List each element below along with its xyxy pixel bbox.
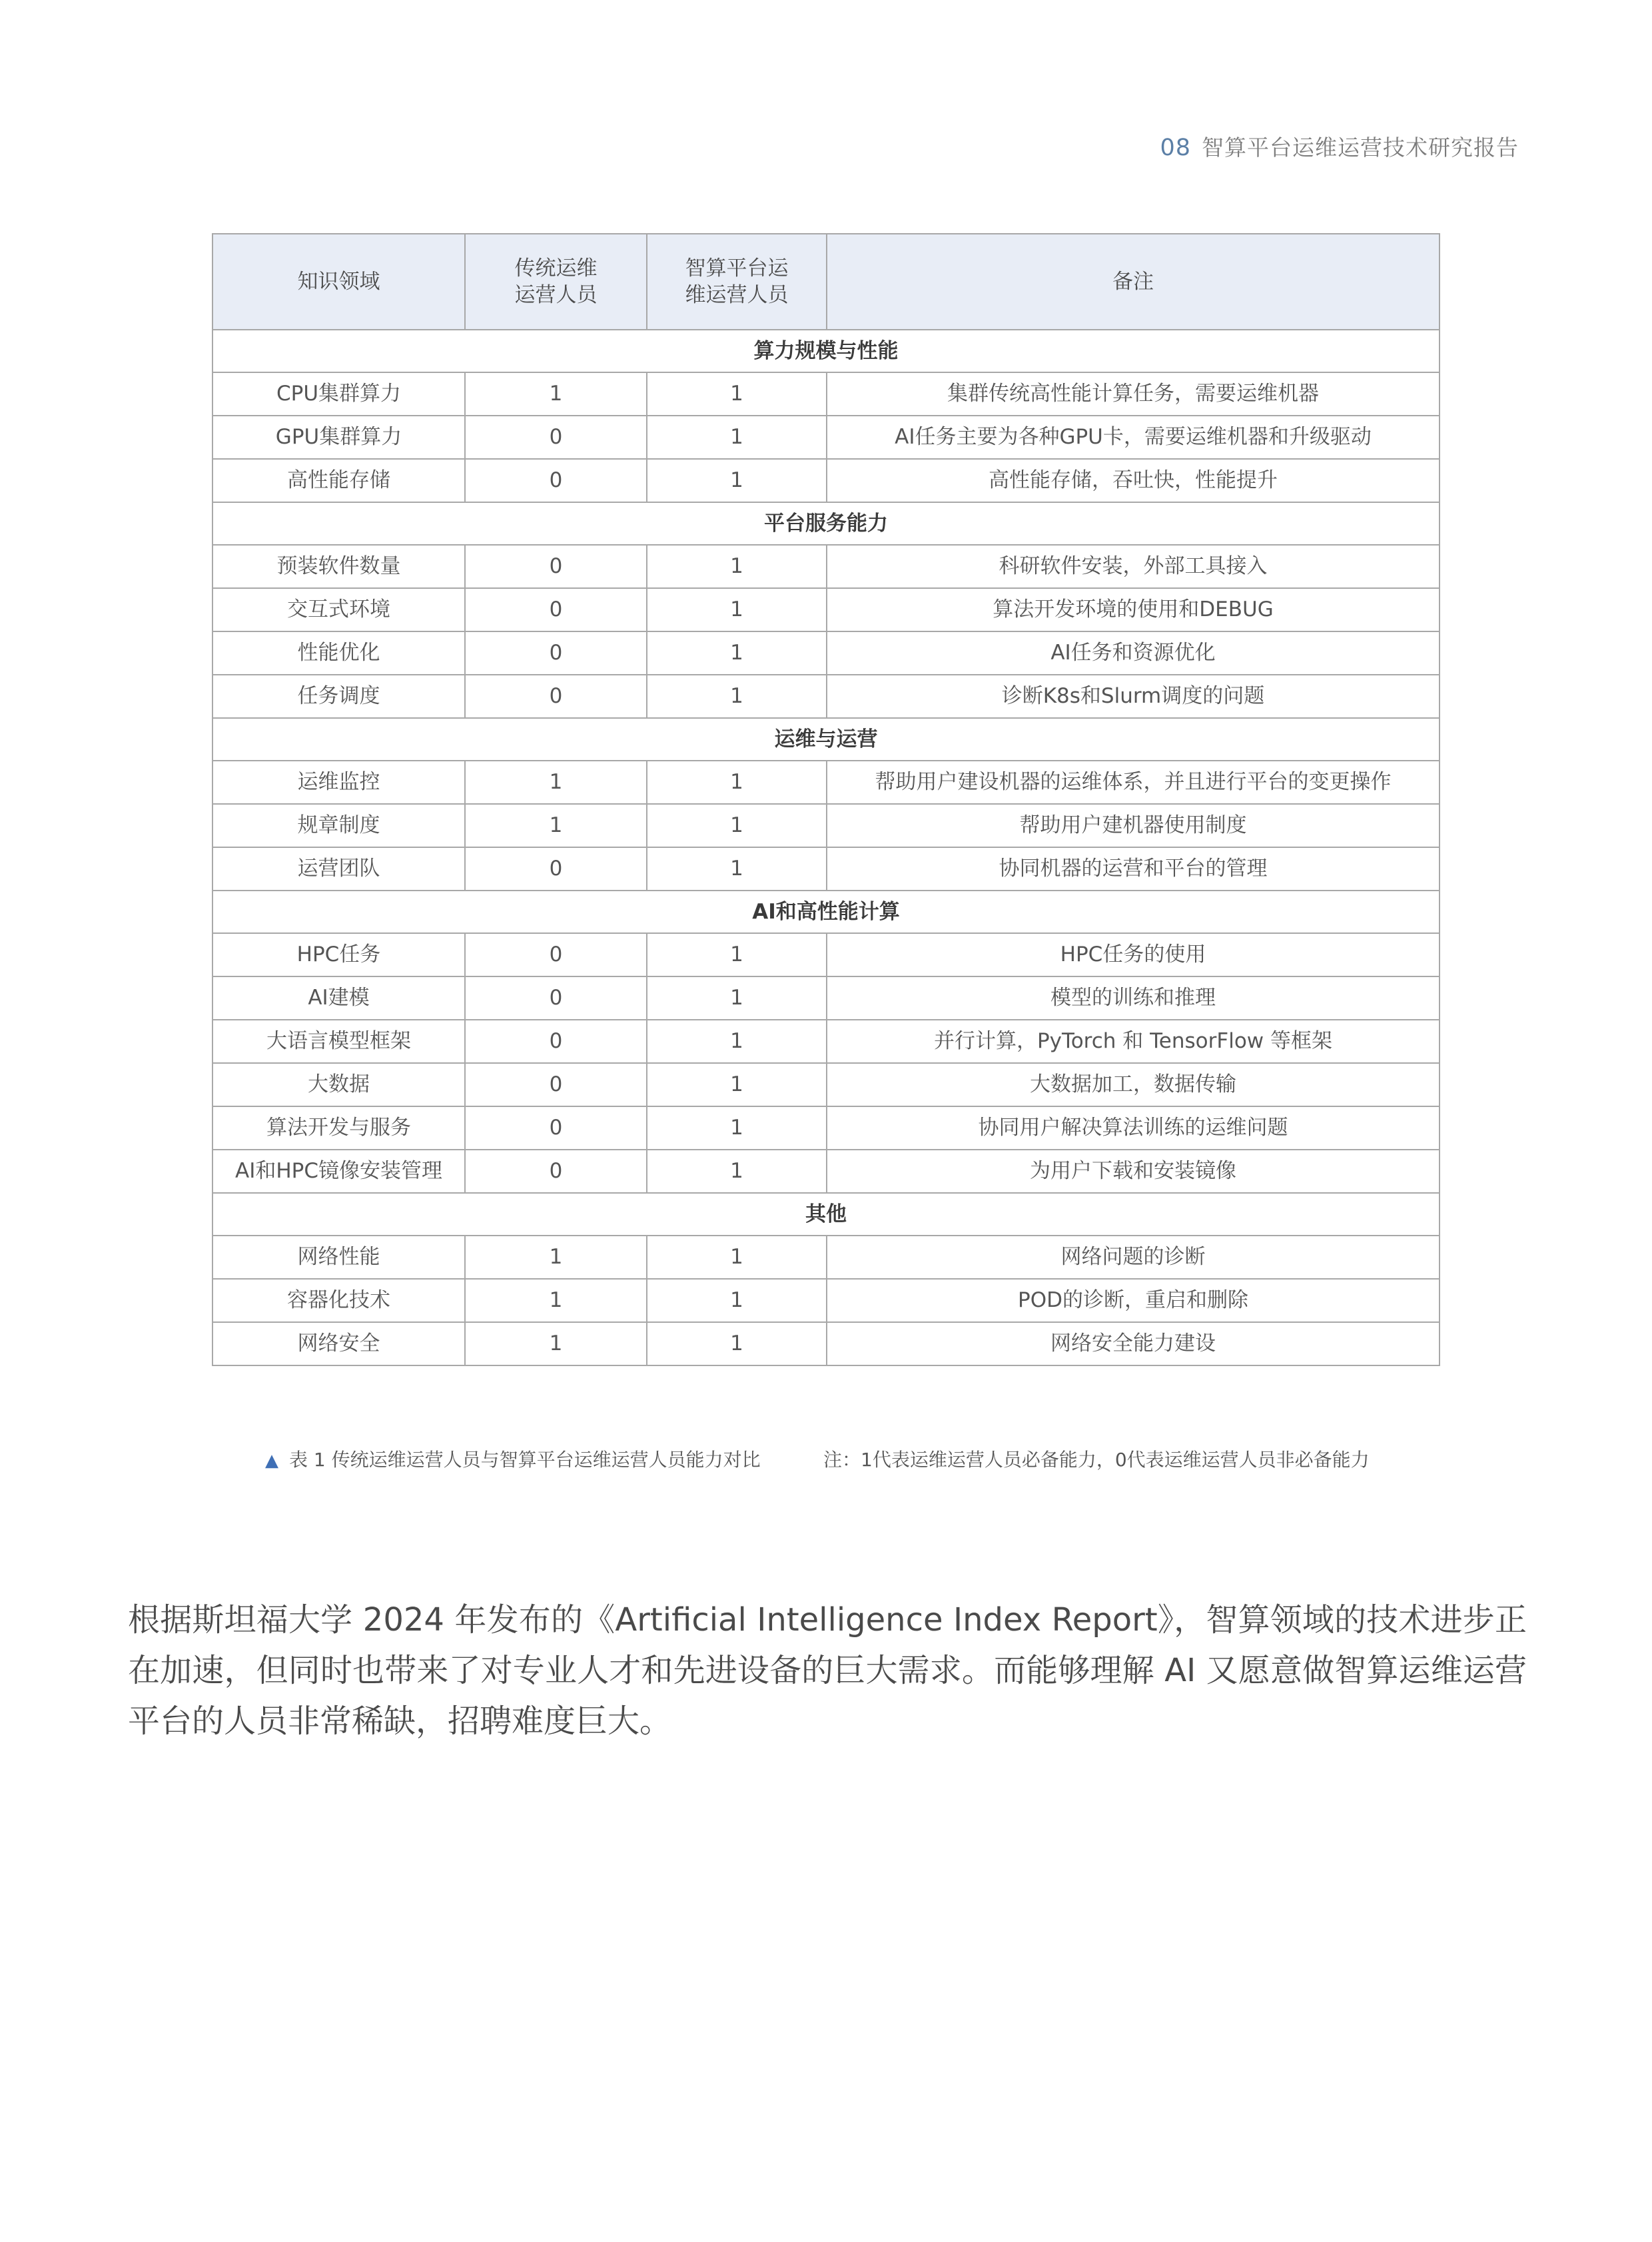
cell-domain: CPU集群算力 [212, 372, 465, 416]
cell-note: 帮助用户建机器使用制度 [827, 804, 1440, 847]
cell-note: 帮助用户建设机器的运维体系，并且进行平台的变更操作 [827, 761, 1440, 804]
cell-traditional: 0 [465, 675, 647, 718]
cell-domain: 规章制度 [212, 804, 465, 847]
col-header-domain: 知识领域 [212, 234, 465, 330]
cell-platform: 1 [647, 588, 827, 631]
cell-platform: 1 [647, 1020, 827, 1063]
cell-platform: 1 [647, 804, 827, 847]
cell-platform: 1 [647, 416, 827, 459]
col-header-traditional: 传统运维 运营人员 [465, 234, 647, 330]
cell-note: 并行计算，PyTorch 和 TensorFlow 等框架 [827, 1020, 1440, 1063]
section-title: AI和高性能计算 [212, 891, 1440, 933]
cell-note: 大数据加工，数据传输 [827, 1063, 1440, 1106]
cell-note: 协同机器的运营和平台的管理 [827, 847, 1440, 891]
cell-platform: 1 [647, 631, 827, 675]
cell-note: 网络安全能力建设 [827, 1322, 1440, 1365]
cell-traditional: 0 [465, 847, 647, 891]
section-row [212, 718, 1440, 761]
report-title: 智算平台运维运营技术研究报告 [1202, 135, 1519, 161]
caption-text: 表 1 传统运维运营人员与智算平台运维运营人员能力对比 [289, 1449, 761, 1471]
triangle-marker-icon: ▲ [265, 1451, 278, 1471]
cell-domain: 大数据 [212, 1063, 465, 1106]
table-row [212, 1063, 1440, 1106]
table-row [212, 1322, 1440, 1365]
col-header-note: 备注 [827, 234, 1440, 330]
cell-note: 网络问题的诊断 [827, 1236, 1440, 1279]
table-row [212, 416, 1440, 459]
cell-note: AI任务和资源优化 [827, 631, 1440, 675]
cell-platform: 1 [647, 933, 827, 976]
cell-platform: 1 [647, 1236, 827, 1279]
table-row [212, 545, 1440, 588]
cell-domain: 性能优化 [212, 631, 465, 675]
cell-traditional: 0 [465, 1106, 647, 1150]
cell-platform: 1 [647, 761, 827, 804]
col-header-platform: 智算平台运 维运营人员 [647, 234, 827, 330]
cell-traditional: 0 [465, 1063, 647, 1106]
caption-note: 注：1代表运维运营人员必备能力，0代表运维运营人员非必备能力 [823, 1449, 1370, 1471]
cell-note: 模型的训练和推理 [827, 976, 1440, 1020]
cell-domain: 运维监控 [212, 761, 465, 804]
cell-platform: 1 [647, 675, 827, 718]
cell-traditional: 1 [465, 761, 647, 804]
table-row [212, 1020, 1440, 1063]
cell-note: 算法开发环境的使用和DEBUG [827, 588, 1440, 631]
cell-traditional: 0 [465, 416, 647, 459]
cell-note: HPC任务的使用 [827, 933, 1440, 976]
cell-platform: 1 [647, 459, 827, 502]
cell-domain: 交互式环境 [212, 588, 465, 631]
cell-platform: 1 [647, 372, 827, 416]
table-row [212, 588, 1440, 631]
table-row [212, 1106, 1440, 1150]
page-header [1160, 131, 1519, 162]
cell-domain: HPC任务 [212, 933, 465, 976]
cell-domain: 任务调度 [212, 675, 465, 718]
cell-traditional: 1 [465, 804, 647, 847]
cell-traditional: 0 [465, 1150, 647, 1193]
section-title: 其他 [212, 1193, 1440, 1236]
section-row [212, 891, 1440, 933]
table-caption [265, 1445, 1370, 1472]
table-row [212, 804, 1440, 847]
cell-note: 科研软件安装，外部工具接入 [827, 545, 1440, 588]
cell-note: AI任务主要为各种GPU卡，需要运维机器和升级驱动 [827, 416, 1440, 459]
cell-platform: 1 [647, 1150, 827, 1193]
body-paragraph: 根据斯坦福大学 2024 年发布的《Artificial Intelligence Index Report》，智算领域的技术进步正在加速，但同时也带来了对专业人才和先进设备的巨大需求。而能够理解 AI 又愿意做智算运维运营平台的人员非常稀缺，招聘难度巨大。 [128, 1601, 1527, 1740]
cell-domain: 网络安全 [212, 1322, 465, 1365]
cell-domain: 预装软件数量 [212, 545, 465, 588]
table-body [212, 330, 1440, 1365]
cell-note: 协同用户解决算法训练的运维问题 [827, 1106, 1440, 1150]
table-row [212, 976, 1440, 1020]
cell-note: POD的诊断，重启和删除 [827, 1279, 1440, 1322]
cell-traditional: 0 [465, 933, 647, 976]
cell-note: 高性能存储，吞吐快，性能提升 [827, 459, 1440, 502]
cell-domain: AI和HPC镜像安装管理 [212, 1150, 465, 1193]
table-row [212, 847, 1440, 891]
section-title: 平台服务能力 [212, 502, 1440, 545]
table-row [212, 372, 1440, 416]
cell-traditional: 0 [465, 631, 647, 675]
table-row [212, 761, 1440, 804]
cell-domain: GPU集群算力 [212, 416, 465, 459]
cell-traditional: 0 [465, 1020, 647, 1063]
cell-traditional: 0 [465, 588, 647, 631]
table-row [212, 1150, 1440, 1193]
cell-traditional: 1 [465, 372, 647, 416]
cell-domain: AI建模 [212, 976, 465, 1020]
table-row [212, 1236, 1440, 1279]
cell-platform: 1 [647, 1279, 827, 1322]
table-row [212, 631, 1440, 675]
cell-traditional: 1 [465, 1236, 647, 1279]
section-row [212, 330, 1440, 372]
capability-comparison-table [212, 233, 1440, 1366]
cell-traditional: 1 [465, 1279, 647, 1322]
cell-platform: 1 [647, 847, 827, 891]
section-row [212, 502, 1440, 545]
cell-domain: 大语言模型框架 [212, 1020, 465, 1063]
section-title: 算力规模与性能 [212, 330, 1440, 372]
table-row [212, 933, 1440, 976]
cell-domain: 高性能存储 [212, 459, 465, 502]
table-header-row [212, 234, 1440, 330]
table-row [212, 675, 1440, 718]
cell-platform: 1 [647, 976, 827, 1020]
cell-domain: 网络性能 [212, 1236, 465, 1279]
table-row [212, 1279, 1440, 1322]
cell-platform: 1 [647, 1322, 827, 1365]
cell-platform: 1 [647, 1106, 827, 1150]
section-row [212, 1193, 1440, 1236]
page-number: 08 [1160, 135, 1191, 161]
cell-domain: 容器化技术 [212, 1279, 465, 1322]
cell-domain: 算法开发与服务 [212, 1106, 465, 1150]
cell-note: 为用户下载和安装镜像 [827, 1150, 1440, 1193]
cell-traditional: 1 [465, 1322, 647, 1365]
cell-domain: 运营团队 [212, 847, 465, 891]
section-title: 运维与运营 [212, 718, 1440, 761]
cell-platform: 1 [647, 1063, 827, 1106]
cell-platform: 1 [647, 545, 827, 588]
cell-traditional: 0 [465, 459, 647, 502]
cell-note: 集群传统高性能计算任务，需要运维机器 [827, 372, 1440, 416]
cell-traditional: 0 [465, 976, 647, 1020]
cell-traditional: 0 [465, 545, 647, 588]
cell-note: 诊断K8s和Slurm调度的问题 [827, 675, 1440, 718]
table-row [212, 459, 1440, 502]
